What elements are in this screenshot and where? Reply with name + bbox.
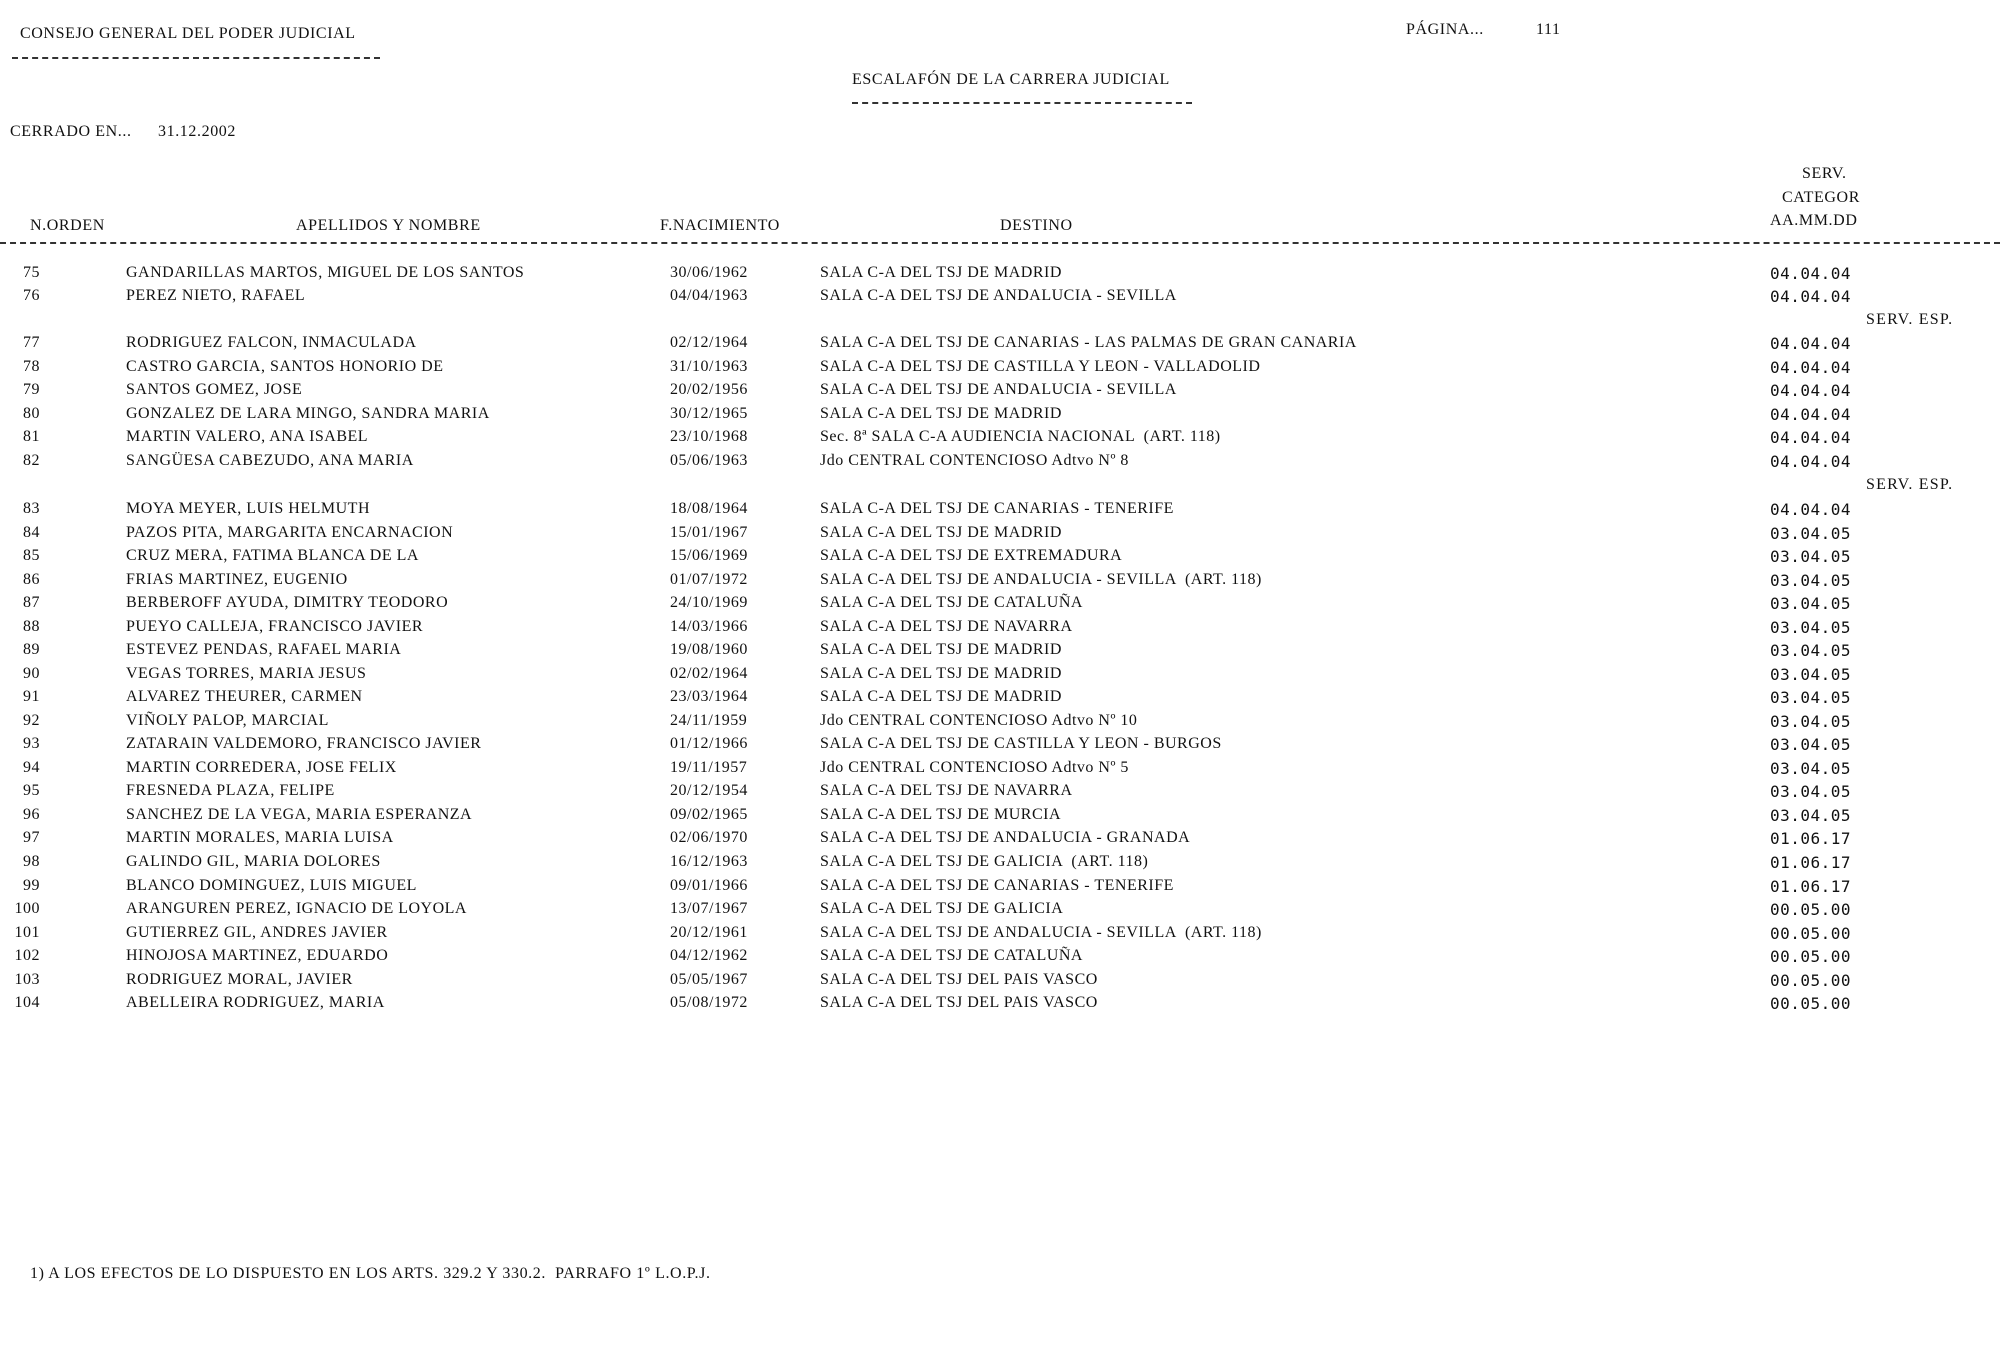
table-row: [0, 452, 2000, 476]
order-number: 100: [14, 900, 40, 917]
table-row: [0, 428, 2000, 452]
destination: SALA C-A DEL TSJ DE CANARIAS - TENERIFE: [820, 500, 1174, 517]
service-time: 03.04.05: [1770, 618, 1852, 637]
destination: SALA C-A DEL TSJ DE ANDALUCIA - SEVILLA (ART. 118): [820, 924, 1262, 941]
destination: Jdo CENTRAL CONTENCIOSO Adtvo Nº 10: [820, 712, 1138, 729]
destination: SALA C-A DEL TSJ DE MADRID: [820, 665, 1062, 682]
destination: SALA C-A DEL TSJ DE MADRID: [820, 264, 1062, 281]
col-birth: F.NACIMIENTO: [660, 217, 780, 234]
birth-date: 19/11/1957: [670, 759, 748, 776]
order-number: 97: [23, 829, 40, 846]
closed-label: CERRADO EN...: [10, 123, 132, 140]
destination: SALA C-A DEL TSJ DE MADRID: [820, 405, 1062, 422]
service-time: 00.05.00: [1770, 971, 1852, 990]
order-number: 91: [23, 688, 40, 705]
birth-date: 05/06/1963: [670, 452, 748, 469]
service-time: 03.04.05: [1770, 759, 1852, 778]
order-number: 90: [23, 665, 40, 682]
order-number: 93: [23, 735, 40, 752]
destination: SALA C-A DEL TSJ DE CASTILLA Y LEON - BURGOS: [820, 735, 1222, 752]
destination: SALA C-A DEL TSJ DE MADRID: [820, 641, 1062, 658]
birth-date: 02/06/1970: [670, 829, 748, 846]
service-time: 04.04.04: [1770, 358, 1852, 377]
table-row: [0, 806, 2000, 830]
page-label: PÁGINA...: [1406, 21, 1484, 38]
full-name: MOYA MEYER, LUIS HELMUTH: [126, 500, 370, 517]
destination: SALA C-A DEL TSJ DE MADRID: [820, 524, 1062, 541]
birth-date: 20/12/1961: [670, 924, 748, 941]
service-time: 00.05.00: [1770, 924, 1852, 943]
order-number: 82: [23, 452, 40, 469]
table-row: [0, 547, 2000, 571]
full-name: GUTIERREZ GIL, ANDRES JAVIER: [126, 924, 388, 941]
footnote: 1) A LOS EFECTOS DE LO DISPUESTO EN LOS ARTS. 329.2 Y 330.2. PARRAFO 1º L.O.P.J.: [30, 1265, 711, 1282]
full-name: ABELLEIRA RODRIGUEZ, MARIA: [126, 994, 385, 1011]
full-name: GONZALEZ DE LARA MINGO, SANDRA MARIA: [126, 405, 490, 422]
full-name: GANDARILLAS MARTOS, MIGUEL DE LOS SANTOS: [126, 264, 525, 281]
table-row: [0, 381, 2000, 405]
service-time: 04.04.04: [1770, 264, 1852, 283]
service-time: 00.05.00: [1770, 947, 1852, 966]
order-number: 76: [23, 287, 40, 304]
destination: SALA C-A DEL TSJ DE NAVARRA: [820, 782, 1073, 799]
order-number: 79: [23, 381, 40, 398]
table-row: [0, 618, 2000, 642]
destination: SALA C-A DEL TSJ DE CANARIAS - TENERIFE: [820, 877, 1174, 894]
col-name: APELLIDOS Y NOMBRE: [296, 217, 481, 234]
closed-date: 31.12.2002: [158, 123, 236, 140]
service-time: 04.04.04: [1770, 500, 1852, 519]
destination: SALA C-A DEL TSJ DE CATALUÑA: [820, 594, 1083, 611]
service-time: 01.06.17: [1770, 853, 1852, 872]
order-number: 103: [14, 971, 40, 988]
birth-date: 01/07/1972: [670, 571, 748, 588]
table-row: [0, 524, 2000, 548]
order-number: 85: [23, 547, 40, 564]
table-row: [0, 264, 2000, 288]
table-row: [0, 571, 2000, 595]
full-name: SANCHEZ DE LA VEGA, MARIA ESPERANZA: [126, 806, 473, 823]
service-time: 04.04.04: [1770, 381, 1852, 400]
full-name: ALVAREZ THEURER, CARMEN: [126, 688, 363, 705]
birth-date: 23/03/1964: [670, 688, 748, 705]
service-time: 04.04.04: [1770, 428, 1852, 447]
full-name: ESTEVEZ PENDAS, RAFAEL MARIA: [126, 641, 402, 658]
service-time: 03.04.05: [1770, 547, 1852, 566]
full-name: ZATARAIN VALDEMORO, FRANCISCO JAVIER: [126, 735, 482, 752]
service-time: 03.04.05: [1770, 571, 1852, 590]
full-name: FRESNEDA PLAZA, FELIPE: [126, 782, 335, 799]
birth-date: 31/10/1963: [670, 358, 748, 375]
birth-date: 02/12/1964: [670, 334, 748, 351]
birth-date: 15/06/1969: [670, 547, 748, 564]
order-number: 98: [23, 853, 40, 870]
order-number: 104: [14, 994, 40, 1011]
birth-date: 16/12/1963: [670, 853, 748, 870]
full-name: BLANCO DOMINGUEZ, LUIS MIGUEL: [126, 877, 417, 894]
order-number: 102: [14, 947, 40, 964]
destination: Jdo CENTRAL CONTENCIOSO Adtvo Nº 5: [820, 759, 1129, 776]
destination: SALA C-A DEL TSJ DE CASTILLA Y LEON - VALLADOLID: [820, 358, 1261, 375]
destination: SALA C-A DEL TSJ DE MURCIA: [820, 806, 1062, 823]
service-time: 01.06.17: [1770, 877, 1852, 896]
birth-date: 04/12/1962: [670, 947, 748, 964]
col-order: N.ORDEN: [30, 217, 105, 234]
table-row: [0, 405, 2000, 429]
destination: SALA C-A DEL TSJ DE MADRID: [820, 688, 1062, 705]
full-name: CRUZ MERA, FATIMA BLANCA DE LA: [126, 547, 419, 564]
birth-date: 20/12/1954: [670, 782, 748, 799]
table-row: [0, 712, 2000, 736]
birth-date: 14/03/1966: [670, 618, 748, 635]
table-row: [0, 900, 2000, 924]
order-number: 101: [14, 924, 40, 941]
col-serv-line2: CATEGOR: [1782, 189, 1860, 206]
birth-date: 15/01/1967: [670, 524, 748, 541]
full-name: RODRIGUEZ MORAL, JAVIER: [126, 971, 353, 988]
organization-underline: [12, 57, 380, 59]
full-name: SANTOS GOMEZ, JOSE: [126, 381, 303, 398]
table-row: [0, 782, 2000, 806]
service-time: 03.04.05: [1770, 524, 1852, 543]
full-name: BERBEROFF AYUDA, DIMITRY TEODORO: [126, 594, 449, 611]
table-row: [0, 994, 2000, 1018]
birth-date: 05/08/1972: [670, 994, 748, 1011]
destination: SALA C-A DEL TSJ DEL PAIS VASCO: [820, 994, 1098, 1011]
full-name: GALINDO GIL, MARIA DOLORES: [126, 853, 381, 870]
table-row: [0, 947, 2000, 971]
destination: SALA C-A DEL TSJ DE CATALUÑA: [820, 947, 1083, 964]
destination: SALA C-A DEL TSJ DE EXTREMADURA: [820, 547, 1123, 564]
order-number: 81: [23, 428, 40, 445]
service-time: 03.04.05: [1770, 806, 1852, 825]
table-row: [0, 924, 2000, 948]
order-number: 84: [23, 524, 40, 541]
birth-date: 30/12/1965: [670, 405, 748, 422]
order-number: 77: [23, 334, 40, 351]
service-time: 03.04.05: [1770, 782, 1852, 801]
birth-date: 04/04/1963: [670, 287, 748, 304]
full-name: PAZOS PITA, MARGARITA ENCARNACION: [126, 524, 454, 541]
full-name: HINOJOSA MARTINEZ, EDUARDO: [126, 947, 389, 964]
header-separator: [0, 242, 2000, 244]
order-number: 87: [23, 594, 40, 611]
destination: SALA C-A DEL TSJ DE CANARIAS - LAS PALMAS DE GRAN CANARIA: [820, 334, 1357, 351]
col-serv-line1: SERV.: [1802, 165, 1847, 182]
table-row: [0, 688, 2000, 712]
table-row: [0, 641, 2000, 665]
birth-date: 01/12/1966: [670, 735, 748, 752]
birth-date: 05/05/1967: [670, 971, 748, 988]
order-number: 95: [23, 782, 40, 799]
col-destination: DESTINO: [1000, 217, 1073, 234]
order-number: 92: [23, 712, 40, 729]
birth-date: 24/11/1959: [670, 712, 748, 729]
destination: Jdo CENTRAL CONTENCIOSO Adtvo Nº 8: [820, 452, 1129, 469]
table-row: [0, 594, 2000, 618]
table-row: [0, 500, 2000, 524]
document-title: ESCALAFÓN DE LA CARRERA JUDICIAL: [852, 71, 1170, 88]
birth-date: 09/01/1966: [670, 877, 748, 894]
organization-name: CONSEJO GENERAL DEL PODER JUDICIAL: [20, 25, 356, 42]
table-row: [0, 759, 2000, 783]
full-name: RODRIGUEZ FALCON, INMACULADA: [126, 334, 417, 351]
order-number: 75: [23, 264, 40, 281]
destination: SALA C-A DEL TSJ DE ANDALUCIA - SEVILLA: [820, 381, 1177, 398]
service-time: 04.04.04: [1770, 287, 1852, 306]
special-service-note: SERV. ESP.: [1866, 476, 1954, 493]
service-time: 03.04.05: [1770, 735, 1852, 754]
table-row: [0, 665, 2000, 689]
full-name: MARTIN VALERO, ANA ISABEL: [126, 428, 369, 445]
birth-date: 09/02/1965: [670, 806, 748, 823]
destination: SALA C-A DEL TSJ DEL PAIS VASCO: [820, 971, 1098, 988]
destination: Sec. 8ª SALA C-A AUDIENCIA NACIONAL (ART. 118): [820, 428, 1221, 445]
table-row: [0, 287, 2000, 311]
destination: SALA C-A DEL TSJ DE ANDALUCIA - GRANADA: [820, 829, 1191, 846]
birth-date: 30/06/1962: [670, 264, 748, 281]
order-number: 80: [23, 405, 40, 422]
service-time: 04.04.04: [1770, 452, 1852, 471]
order-number: 83: [23, 500, 40, 517]
destination: SALA C-A DEL TSJ DE GALICIA (ART. 118): [820, 853, 1149, 870]
service-time: 03.04.05: [1770, 641, 1852, 660]
service-time: 04.04.04: [1770, 405, 1852, 424]
full-name: SANGÜESA CABEZUDO, ANA MARIA: [126, 452, 414, 469]
birth-date: 20/02/1956: [670, 381, 748, 398]
service-time: 03.04.05: [1770, 665, 1852, 684]
table-row: [0, 334, 2000, 358]
service-time: 00.05.00: [1770, 994, 1852, 1013]
order-number: 78: [23, 358, 40, 375]
order-number: 99: [23, 877, 40, 894]
table-row: [0, 735, 2000, 759]
destination: SALA C-A DEL TSJ DE ANDALUCIA - SEVILLA: [820, 287, 1177, 304]
service-time: 01.06.17: [1770, 829, 1852, 848]
destination: SALA C-A DEL TSJ DE GALICIA: [820, 900, 1064, 917]
birth-date: 02/02/1964: [670, 665, 748, 682]
service-time: 03.04.05: [1770, 688, 1852, 707]
full-name: PUEYO CALLEJA, FRANCISCO JAVIER: [126, 618, 424, 635]
service-time: 04.04.04: [1770, 334, 1852, 353]
service-time: 03.04.05: [1770, 712, 1852, 731]
service-time: 00.05.00: [1770, 900, 1852, 919]
full-name: ARANGUREN PEREZ, IGNACIO DE LOYOLA: [126, 900, 467, 917]
page-number: 111: [1536, 21, 1561, 38]
table-row: [0, 853, 2000, 877]
order-number: 96: [23, 806, 40, 823]
birth-date: 18/08/1964: [670, 500, 748, 517]
order-number: 89: [23, 641, 40, 658]
birth-date: 19/08/1960: [670, 641, 748, 658]
full-name: CASTRO GARCIA, SANTOS HONORIO DE: [126, 358, 444, 375]
full-name: FRIAS MARTINEZ, EUGENIO: [126, 571, 348, 588]
birth-date: 24/10/1969: [670, 594, 748, 611]
order-number: 94: [23, 759, 40, 776]
col-serv-line3: AA.MM.DD: [1770, 212, 1858, 229]
full-name: MARTIN MORALES, MARIA LUISA: [126, 829, 394, 846]
full-name: VEGAS TORRES, MARIA JESUS: [126, 665, 367, 682]
birth-date: 23/10/1968: [670, 428, 748, 445]
title-underline: [852, 102, 1192, 104]
destination: SALA C-A DEL TSJ DE NAVARRA: [820, 618, 1073, 635]
order-number: 88: [23, 618, 40, 635]
table-row: [0, 829, 2000, 853]
special-service-note: SERV. ESP.: [1866, 311, 1954, 328]
birth-date: 13/07/1967: [670, 900, 748, 917]
order-number: 86: [23, 571, 40, 588]
destination: SALA C-A DEL TSJ DE ANDALUCIA - SEVILLA (ART. 118): [820, 571, 1262, 588]
service-time: 03.04.05: [1770, 594, 1852, 613]
table-row: [0, 358, 2000, 382]
full-name: MARTIN CORREDERA, JOSE FELIX: [126, 759, 397, 776]
table-row: [0, 877, 2000, 901]
table-row: [0, 971, 2000, 995]
full-name: PEREZ NIETO, RAFAEL: [126, 287, 306, 304]
full-name: VIÑOLY PALOP, MARCIAL: [126, 712, 329, 729]
